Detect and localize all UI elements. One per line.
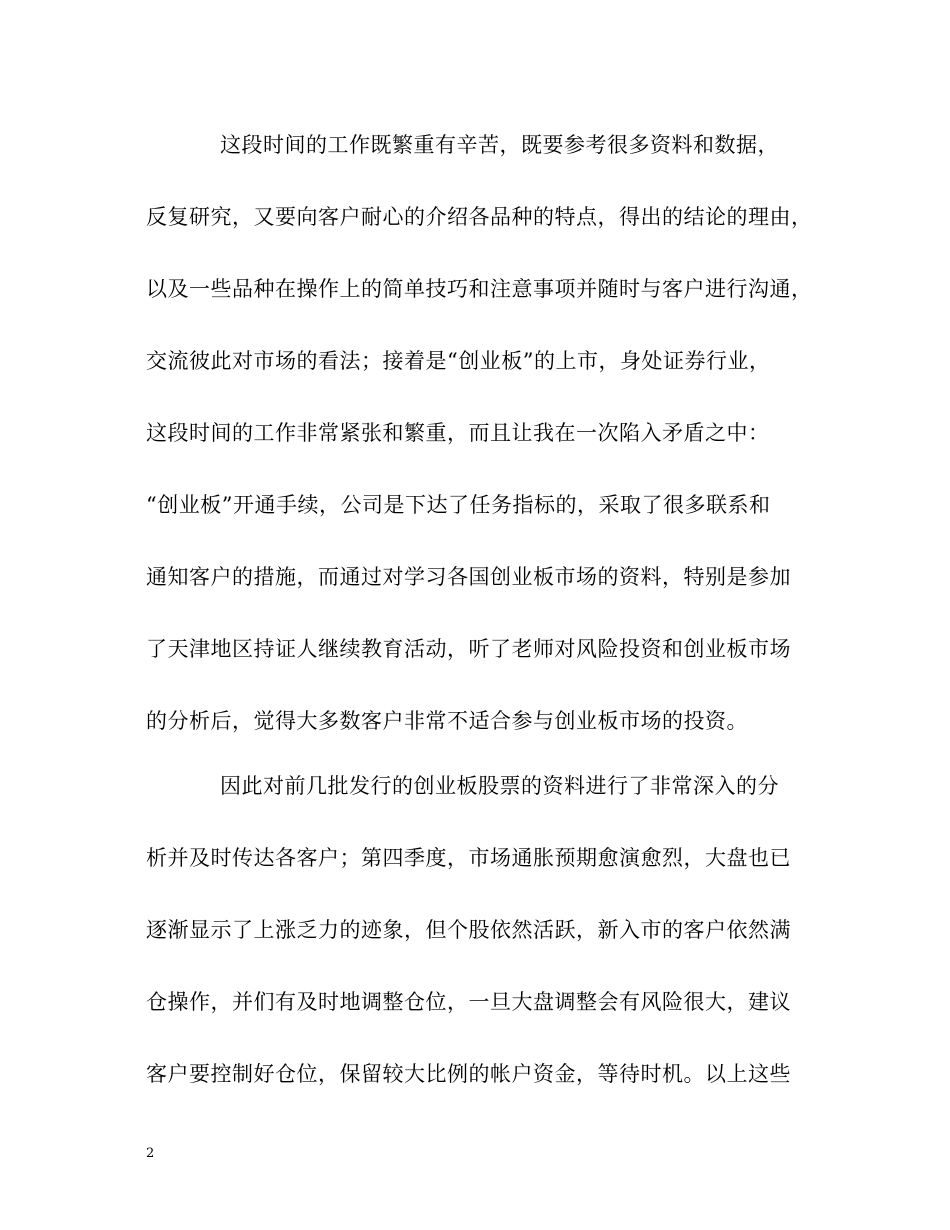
paragraph-1-line-3: 以及一些品种在操作上的简单技巧和注意事项并随时与客户进行沟通， — [146, 277, 813, 301]
paragraph-2-line-5: 客户要控制好仓位，保留较大比例的帐户资金，等待时机。以上这些 — [146, 1062, 791, 1086]
paragraph-1-line-2: 反复研究，又要向客户耐心的介绍各品种的特点，得出的结论的理由， — [146, 205, 813, 229]
paragraph-1-line-4: 交流彼此对市场的看法；接着是“创业板”的上市，身处证券行业， — [146, 349, 771, 373]
paragraph-2-line-2: 析并及时传达各客户；第四季度，市场通胀预期愈演愈烈，大盘也已 — [146, 846, 791, 870]
paragraph-1-line-7: 通知客户的措施，而通过对学习各国创业板市场的资料，特别是参加 — [146, 565, 791, 589]
paragraph-2-line-4: 仓操作，并们有及时地调整仓位，一旦大盘调整会有风险很大，建议 — [146, 990, 791, 1014]
paragraph-1-line-9: 的分析后，觉得大多数客户非常不适合参与创业板市场的投资。 — [146, 709, 748, 733]
paragraph-1-line-6: “创业板”开通手续，公司是下达了任务指标的，采取了很多联系和 — [146, 493, 771, 517]
paragraph-2-line-3: 逐渐显示了上涨乏力的迹象，但个股依然活跃，新入市的客户依然满 — [146, 918, 791, 942]
paragraph-2-line-1: 因此对前几批发行的创业板股票的资料进行了非常深入的分 — [220, 774, 779, 798]
page-number: 2 — [146, 1146, 155, 1161]
paragraph-1-line-1: 这段时间的工作既繁重有辛苦，既要参考很多资料和数据， — [220, 133, 779, 157]
paragraph-1-line-8: 了天津地区持证人继续教育活动，听了老师对风险投资和创业板市场 — [146, 637, 791, 661]
paragraph-1-line-5: 这段时间的工作非常紧张和繁重，而且让我在一次陷入矛盾之中： — [146, 421, 770, 445]
